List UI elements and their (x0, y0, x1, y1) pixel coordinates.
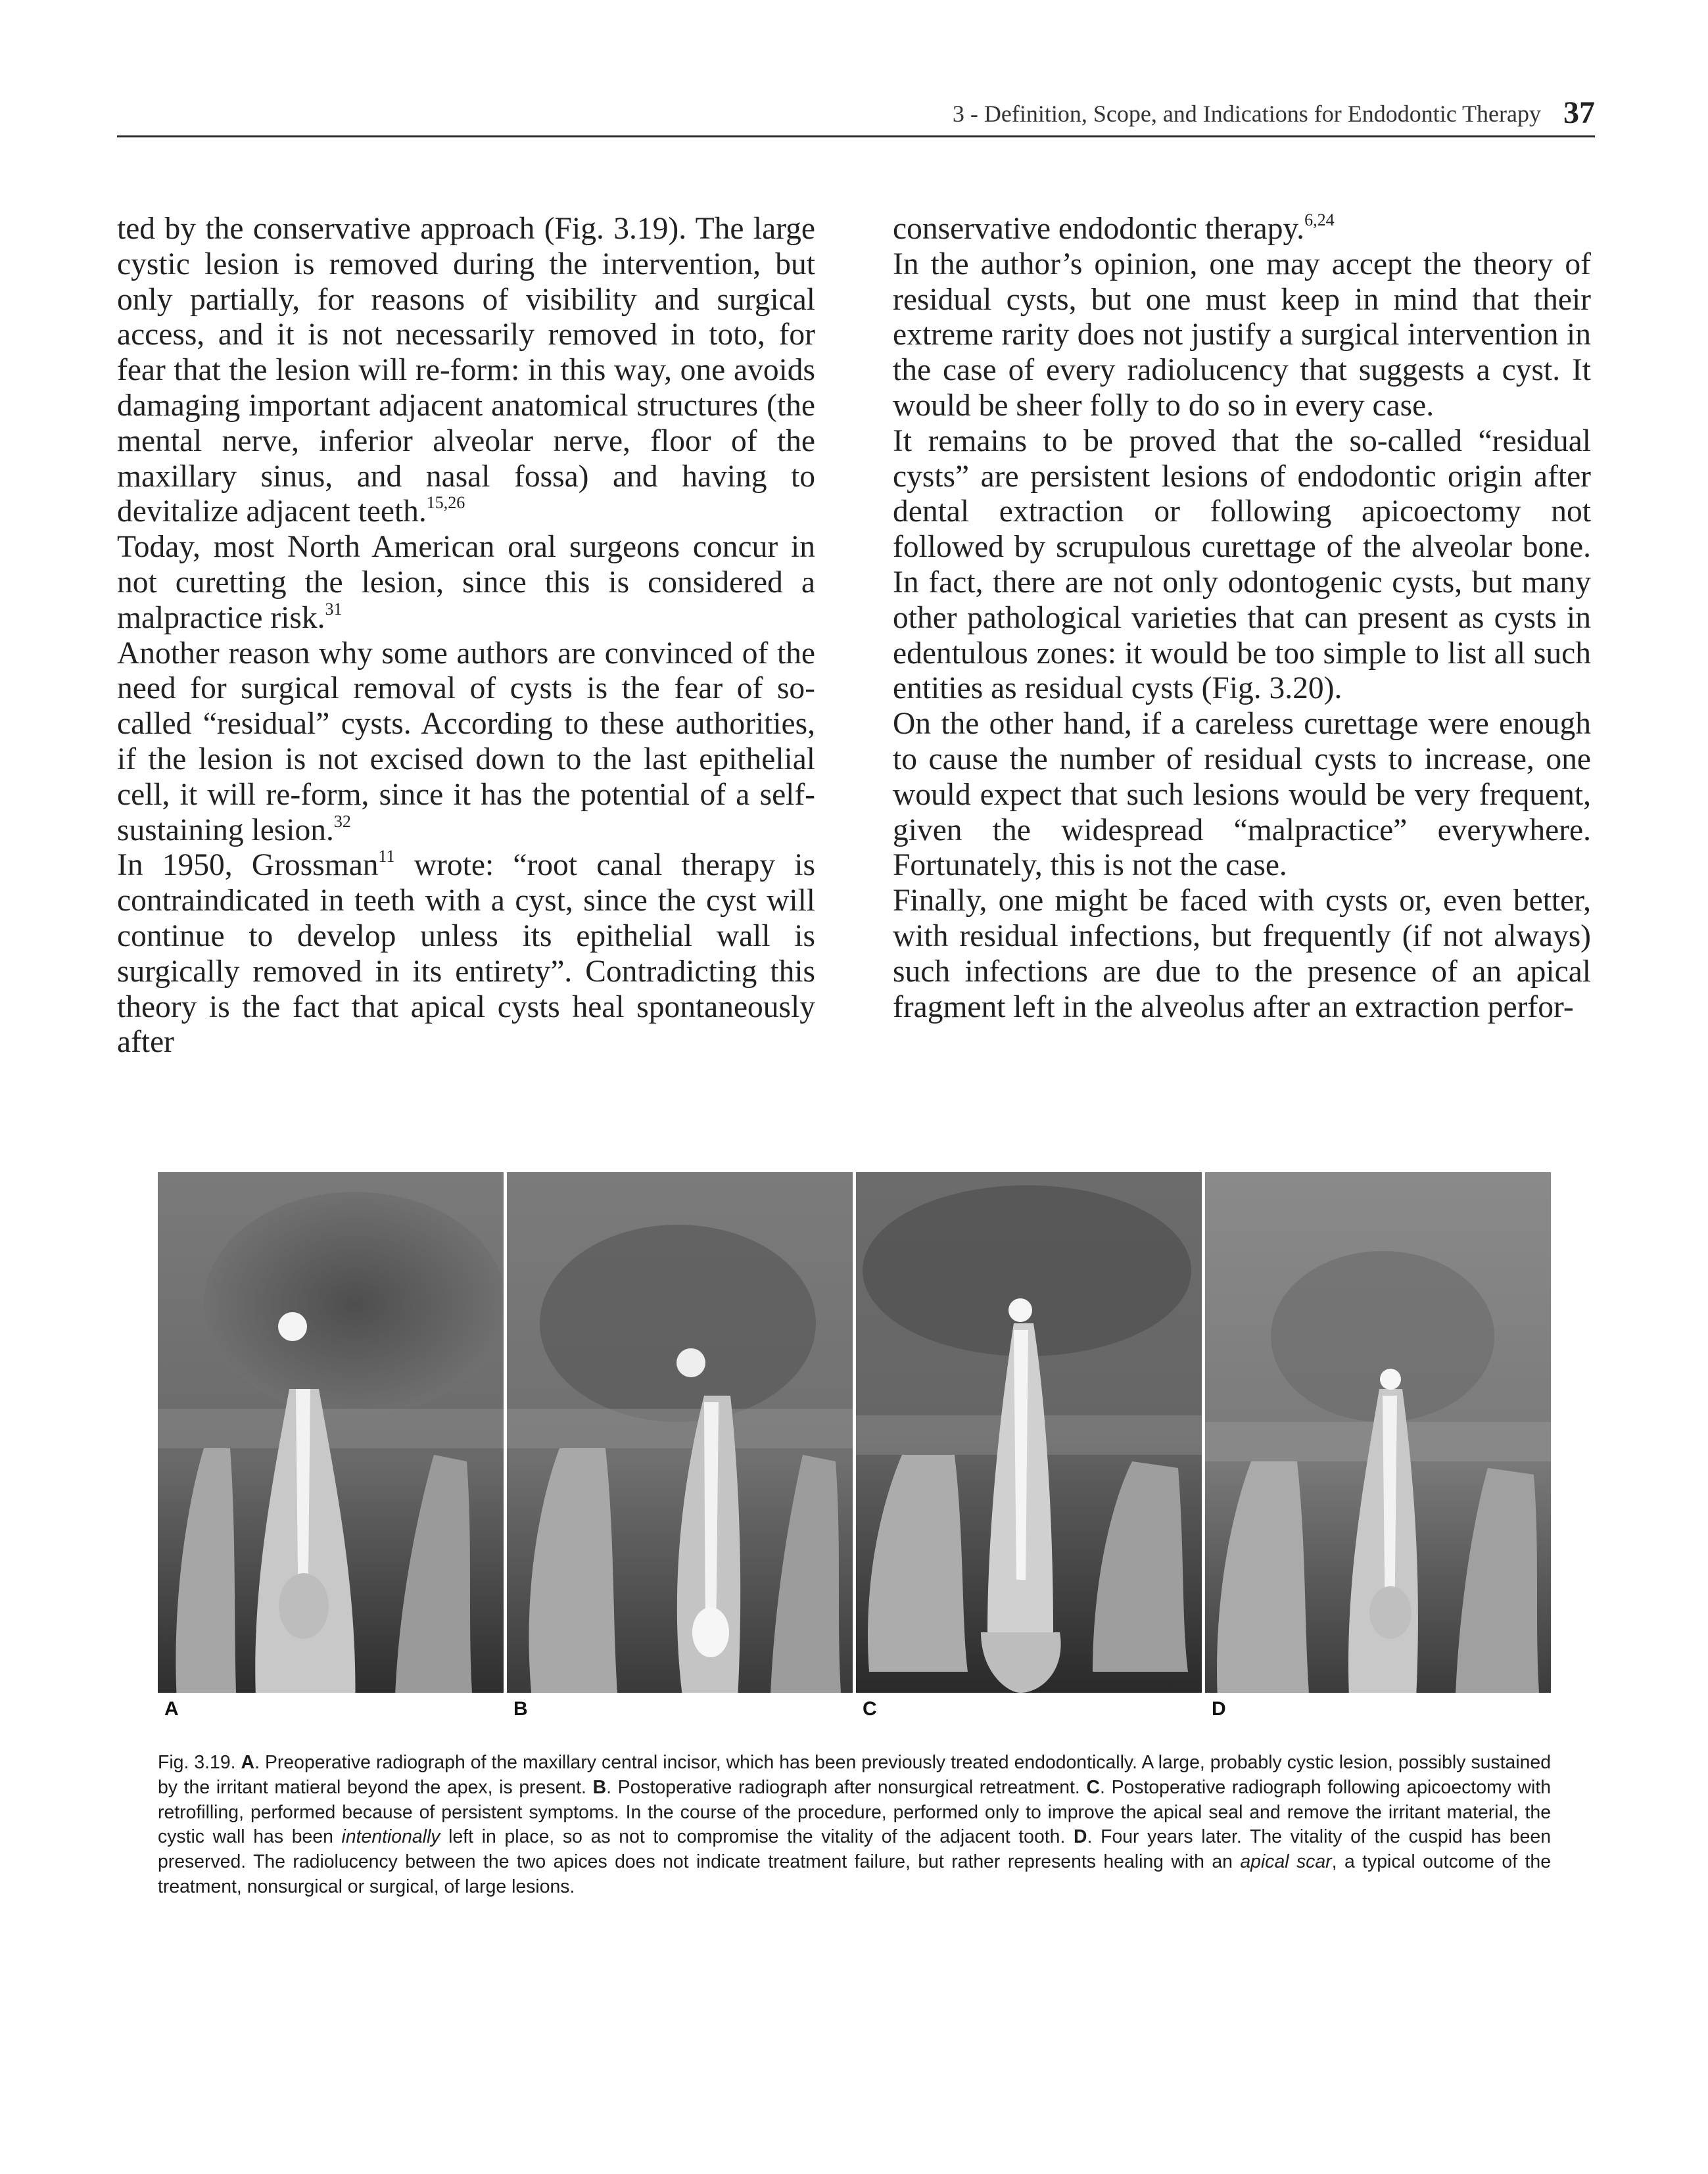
paragraph: Finally, one might be faced with cysts or, even better, with residual infections, but frequently (if not always) such infections are due to the presence of an apical fragment left in the alveolus after an extraction perfor- (893, 884, 1591, 1024)
citation: 15,26 (426, 493, 465, 513)
paragraph: ted by the conservative approach (Fig. 3.19). The large cystic lesion is removed during the intervention, but only partially, for reasons of visibility and surgical access, and it is not necessarily removed in toto, for fear that the lesion will re-form: in this way, one avoids damaging important adjacent anatomical structures (the mental nerve, inferior alveolar nerve, floor of the maxillary sinus, and nasal fossa) and having to devitalize adjacent teeth.$^{15,26}$ (117, 212, 815, 529)
paragraph: It remains to be proved that the so-called “residual cysts” are persistent lesions of endodontic origin after dental extraction or following apicoectomy not followed by scrupulous curettage of the alveolar bone. In fact, there are not only odontogenic cysts, but many other pathological varieties that can present as cysts in edentulous zones: it would be too simple to list all such entities as residual cysts (Fig. 3.20). (893, 423, 1591, 706)
radiograph-a (158, 1172, 504, 1693)
paragraph: On the other hand, if a careless curettage were enough to cause the number of residual cysts to increase, one would expect that such lesions would be very frequent, given the widespread “malpractice” everywhere. Fortunately, this is not the case. (893, 707, 1591, 883)
radiograph-b (507, 1172, 853, 1693)
paragraph: Today, most North American oral surgeons concur in not curetting the lesion, since this is considered a malpractice risk.$^{31}$ (117, 530, 815, 635)
paragraph: In the author’s opinion, one may accept the theory of residual cysts, but one must keep in mind that their extreme rarity does not justify a surgical intervention in the case of every radiolucency that suggests a cyst. It would be sheer folly to do so in every case. (893, 247, 1591, 423)
paragraph: In 1950, Grossman$^{11}$ wrote: “root canal therapy is contraindicated in teeth with a cyst, since the cyst will continue to develop unless its epithelial wall is surgically removed in its entirety”. Contradicting this theory is the fact that apical cysts heal spontaneously after (117, 847, 815, 1060)
figure-caption: Fig. 3.19. A. Preoperative radiograph of the maxillary central incisor, which has been previously treated endodontically. A large, probably cystic lesion, possibly sustained by the irritant matieral beyond the apex, is present. B. Postoperative radiograph after nonsurgical retreatment. C. Postoperative radiograph following apicoectomy with retrofilling, performed because of persistent symptoms. In the course of the procedure, performed only to improve the apical seal and remove the irritant material, the cystic wall has been intentionally left in place, so as not to compromise the vitality of the adjacent tooth. D. Four years later. The vitality of the cuspid has been preserved. The radiolucency between the two apices does not indicate treatment failure, but rather represents healing with an apical scar, a typical outcome of the treatment, nonsurgical or surgical, of large lesions. (158, 1752, 1552, 1897)
radiograph-d (1205, 1172, 1551, 1693)
left-column (117, 212, 815, 1060)
page-number: 37 (1563, 95, 1595, 130)
paragraph: conservative endodontic therapy.$^{6,24}$ (893, 210, 1335, 246)
citation: 32 (333, 811, 351, 831)
citation: 11 (378, 847, 395, 866)
panel-label-d: D (1212, 1698, 1226, 1720)
running-header (117, 92, 1595, 137)
panel-label-b: B (513, 1698, 528, 1720)
panel-label-a: A (164, 1698, 179, 1720)
paragraph: Another reason why some authors are convinced of the need for surgical removal of cysts is the fear of so-called “residual” cysts. According to these authorities, if the lesion is not excised down to the last epithelial cell, it will re-form, since it has the potential of a self-sustaining lesion.$^{32}$ (117, 636, 815, 847)
panel-label-c: C (863, 1698, 877, 1720)
running-title: 3 - Definition, Scope, and Indications for Endodontic Therapy (952, 101, 1541, 127)
citation: 31 (325, 599, 343, 619)
radiograph-c (856, 1172, 1202, 1693)
citation: 6,24 (1304, 210, 1335, 229)
right-column (893, 212, 1591, 1025)
figure-radiographs (158, 1172, 1551, 1693)
